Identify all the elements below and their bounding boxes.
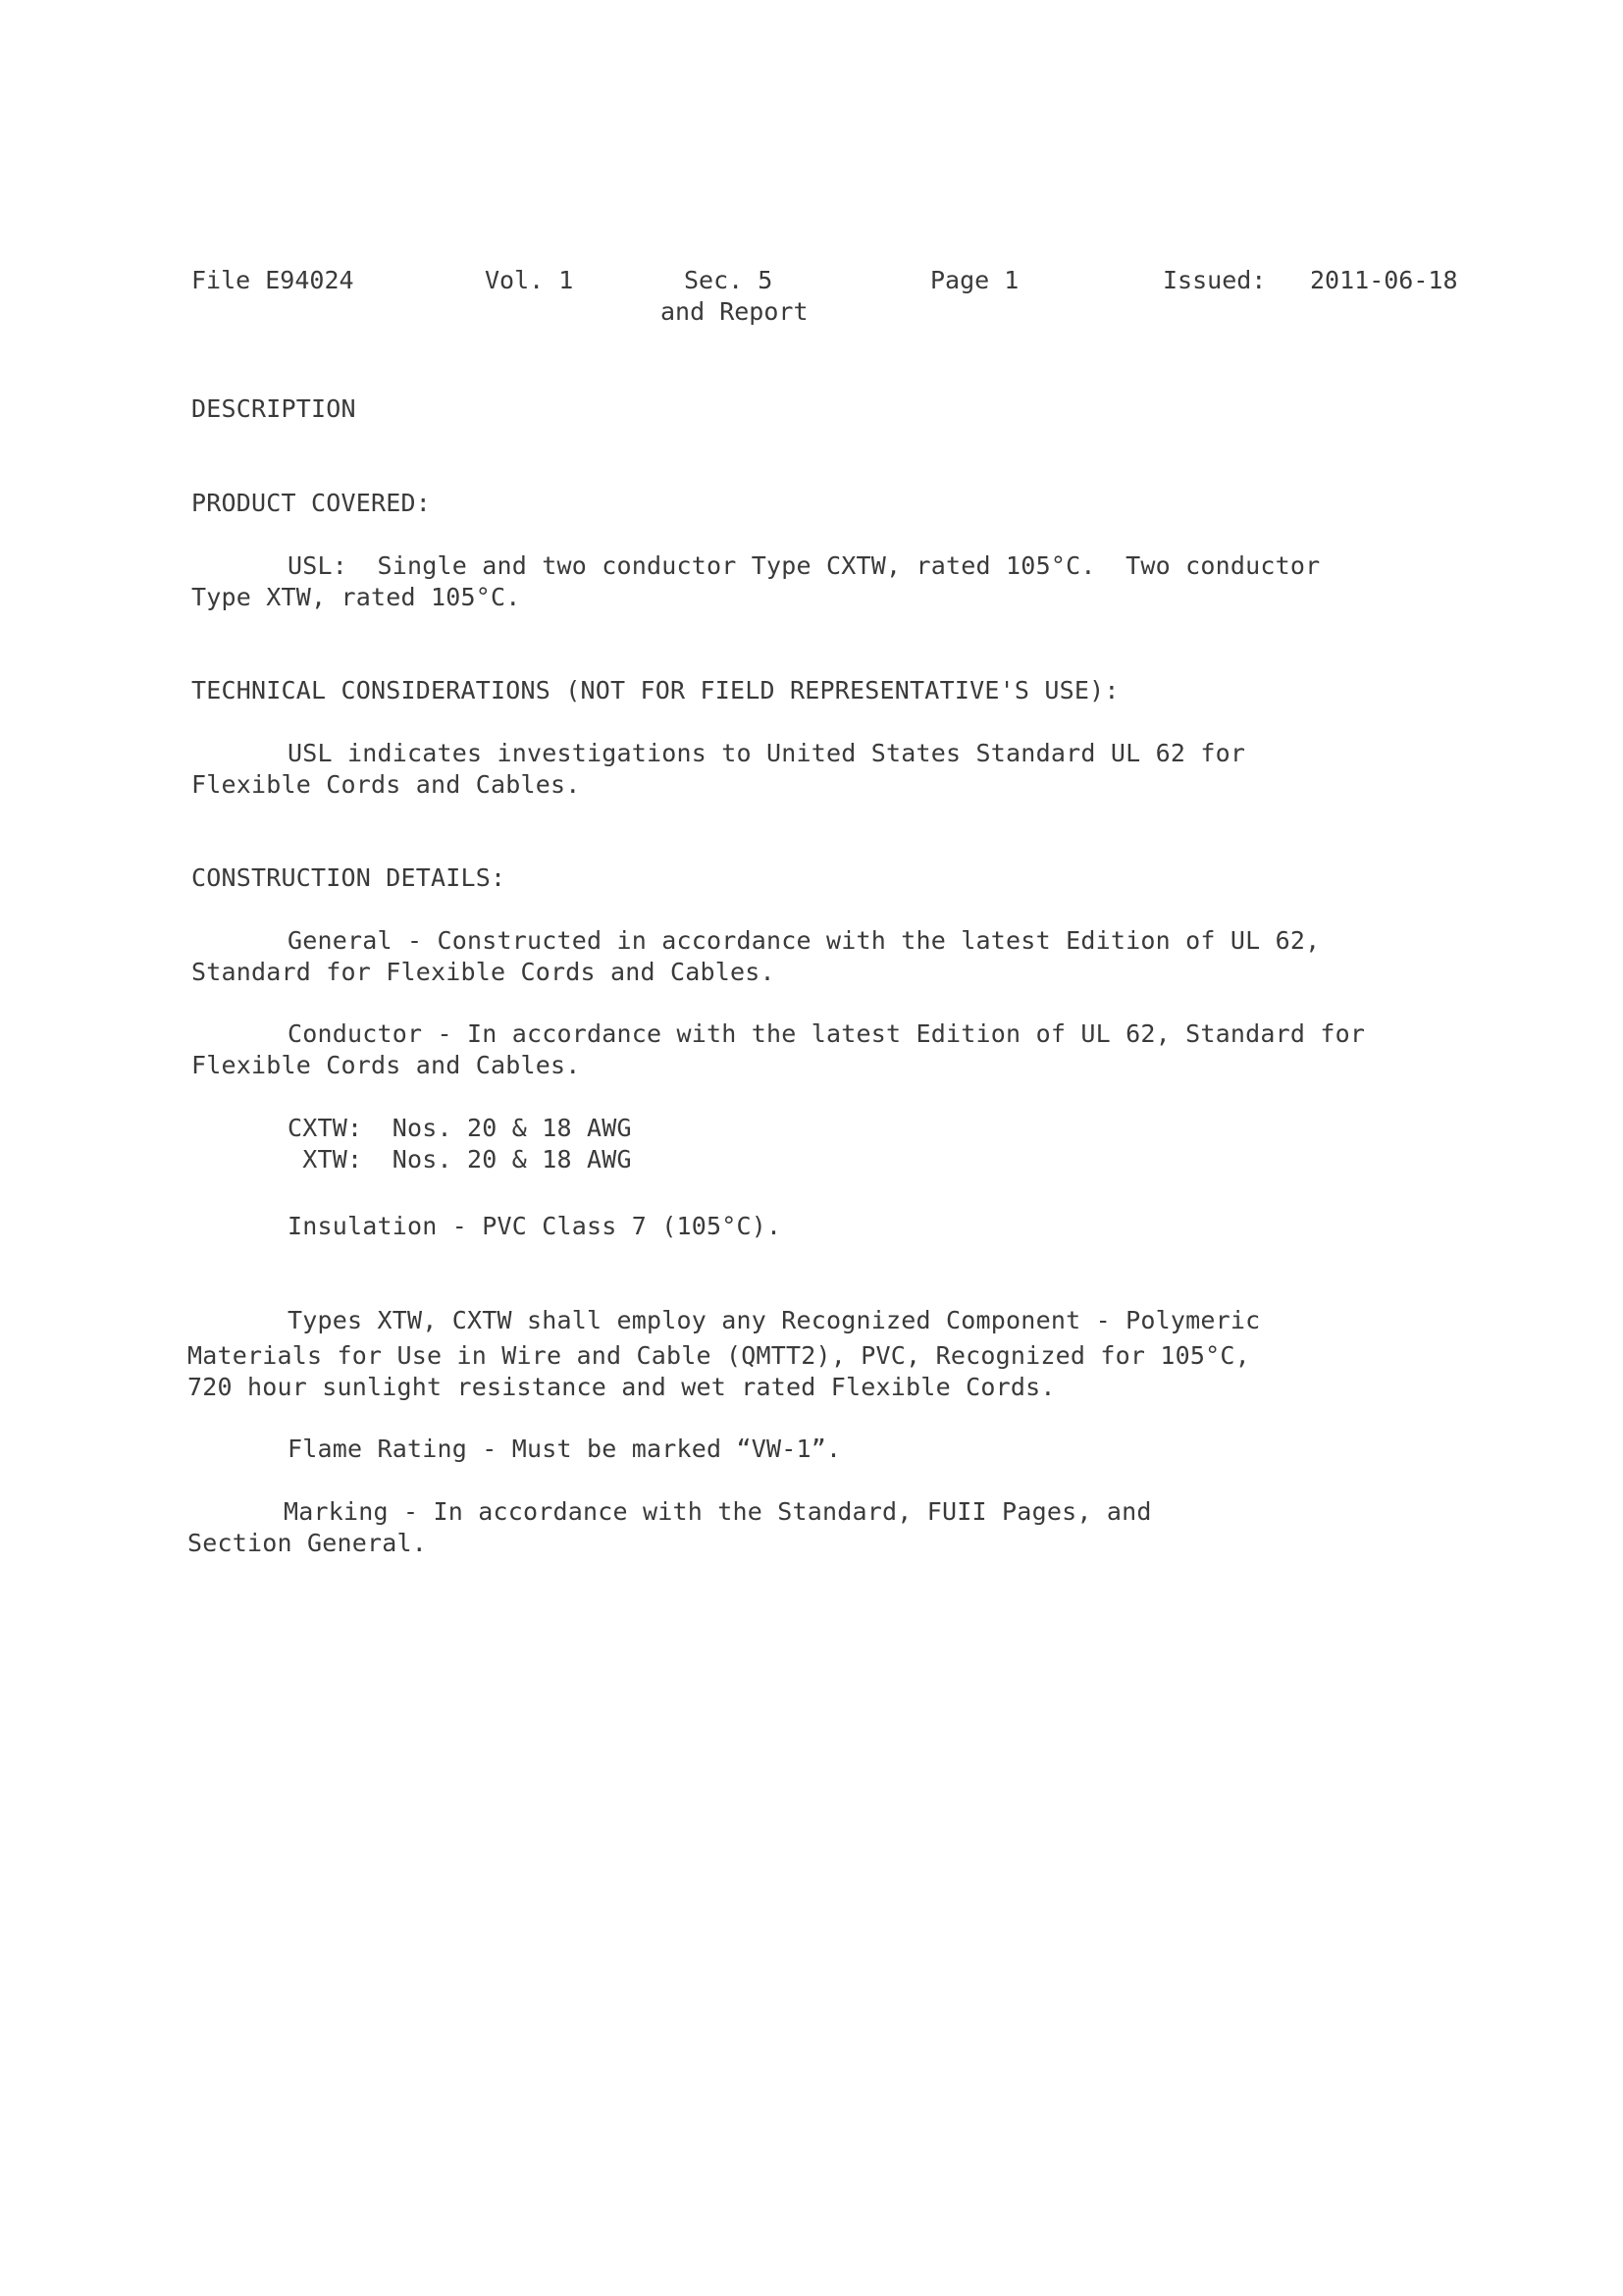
section-number: Sec. 5 <box>684 266 773 294</box>
insulation-line: Insulation - PVC Class 7 (105°C). <box>288 1212 782 1240</box>
page-number: Page 1 <box>930 266 1020 294</box>
file-number: File E94024 <box>191 266 354 294</box>
marking-line-1: Marking - In accordance with the Standard, FUII Pages, and <box>284 1497 1152 1526</box>
xtw-sizes: XTW: Nos. 20 & 18 AWG <box>288 1145 632 1174</box>
types-line-2: Materials for Use in Wire and Cable (QMTT2), PVC, Recognized for 105°C, <box>187 1341 1250 1370</box>
conductor-line-2: Flexible Cords and Cables. <box>191 1051 581 1079</box>
general-line-1: General - Constructed in accordance with the latest Edition of UL 62, <box>288 926 1321 955</box>
volume-number: Vol. 1 <box>485 266 574 294</box>
technical-line-2: Flexible Cords and Cables. <box>191 770 581 799</box>
marking-line-2: Section General. <box>187 1529 428 1557</box>
construction-details-heading: CONSTRUCTION DETAILS: <box>191 863 506 892</box>
general-line-2: Standard for Flexible Cords and Cables. <box>191 958 775 986</box>
issued-label: Issued: <box>1163 266 1267 294</box>
types-line-3: 720 hour sunlight resistance and wet rated Flexible Cords. <box>187 1373 1056 1401</box>
cxtw-sizes: CXTW: Nos. 20 & 18 AWG <box>288 1114 632 1142</box>
technical-considerations-heading: TECHNICAL CONSIDERATIONS (NOT FOR FIELD REPRESENTATIVE'S USE): <box>191 676 1120 704</box>
section-subtitle: and Report <box>660 297 809 326</box>
description-heading: DESCRIPTION <box>191 394 356 423</box>
types-line-1: Types XTW, CXTW shall employ any Recognized Component - Polymeric <box>288 1306 1261 1334</box>
conductor-line-1: Conductor - In accordance with the latest Edition of UL 62, Standard for <box>288 1019 1366 1048</box>
flame-rating-line: Flame Rating - Must be marked “VW-1”. <box>288 1435 842 1463</box>
technical-line-1: USL indicates investigations to United States Standard UL 62 for <box>288 739 1246 767</box>
issued-date: 2011-06-18 <box>1310 266 1458 294</box>
product-covered-line-1: USL: Single and two conductor Type CXTW, rated 105°C. Two conductor <box>288 551 1321 580</box>
product-covered-heading: PRODUCT COVERED: <box>191 489 432 517</box>
product-covered-line-2: Type XTW, rated 105°C. <box>191 583 521 611</box>
